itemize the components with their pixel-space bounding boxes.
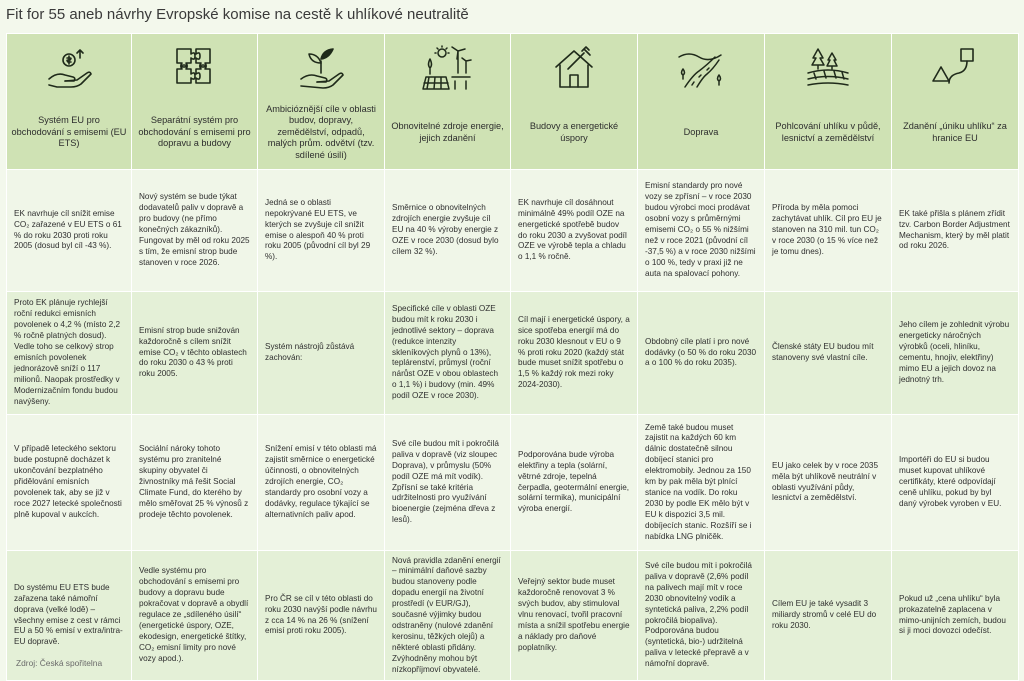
- table-cell: Jeho cílem je zohlednit výrobu energeticky náročných výrobků (oceli, hliníku, cementu, hnojiv, elektřiny) mimo EU a jejich dovoz na jednotný trh.: [892, 292, 1019, 415]
- column-header: [638, 34, 765, 170]
- table-cell: Importéři do EU si budou muset kupovat uhlíkové certifikáty, které odpovídají ceně uhlíku, pokud by byl daný výrobek vyroben v EU.: [892, 415, 1019, 551]
- table-cell: Obdobný cíle platí i pro nové dodávky (o 50 % do roku 2030 a o 100 % do roku 2035).: [638, 292, 765, 415]
- table-cell: Systém nástrojů zůstává zachován:: [258, 292, 385, 415]
- house-tools-icon: [515, 38, 633, 98]
- table-cell: Příroda by měla pomoci zachytávat uhlík. Cíl pro EU je stanoven na 310 mil. tun CO₂ v roce 2030 (o 15 % více než je tomu dnes).: [765, 170, 892, 292]
- header-row: [7, 34, 1019, 170]
- column-header: [385, 34, 511, 170]
- table-cell: Proto EK plánuje rychlejší roční redukci emisních povolenek o 4,2 % (místo 2,2 % ročně platných dosud). Vedle toho se celkový strop emisních povolenek jednorázově sníží o 117 milionů. Naopak prostředky v Modernizačním fondu budou navýšeny.: [7, 292, 132, 415]
- table-cell: Pokud už „cena uhlíku“ byla prokazatelně zaplacena v mimo-unijních zemích, budou si ji moci dovozci odečíst.: [892, 551, 1019, 681]
- table-cell: Snížení emisí v této oblasti má zajistit směrnice o energetické účinnosti, o obnovitelných zdrojích energie, CO₂ standardy pro osobní vozy a dodávky, regulace týkající se alternativních paliv apod.: [258, 415, 385, 551]
- table-cell: Emisní strop bude snižován každoročně s cílem snížit emise CO₂ v těchto oblastech do roku 2030 o 43 % proti roku 2005.: [132, 292, 258, 415]
- puzzle-icon: [136, 38, 253, 98]
- table-cell: Nový systém se bude týkat dodavatelů paliv v dopravě a pro budovy (ne přímo konečných zákazníků). Fungovat by měl od roku 2025 s tím, že emisní strop bude stanoven v roce 2026.: [132, 170, 258, 292]
- table-cell: EU jako celek by v roce 2035 měla být uhlíkově neutrální v oblasti využívání půdy, lesnictví a zemědělství.: [765, 415, 892, 551]
- table-cell: Své cíle budou mít i pokročilá paliva v dopravě (viz sloupec Doprava), v průmyslu (50% podíl OZE má mít vodík). Zpřísní se také kritéria udržitelnosti pro využívání bioenergie (zejména dřeva z lesů).: [385, 415, 511, 551]
- table-row: [7, 170, 1019, 292]
- column-header: [7, 34, 132, 170]
- table-cell: Země také budou muset zajistit na každých 60 km dálnic dostatečně silnou dobíjecí stanici pro elektromobily. Jednou za 150 km by pak měla být plnící stanice na vodík. Do roku 2030 by podle EK mělo být v EU k dispozici 3,5 mil. dobíjecích stanic. Rozšíří se i nabídka LNG plničěk.: [638, 415, 765, 551]
- table-cell: Členské státy EU budou mít stanoveny své vlastní cíle.: [765, 292, 892, 415]
- table-cell: Pro ČR se cíl v této oblasti do roku 2030 navýší podle návrhu z cca 14 % na 26 % (snížení emisí proti roku 2005).: [258, 551, 385, 681]
- table-cell: Své cíle budou mít i pokročilá paliva v dopravě (2,6% podíl na palivech mají mít v roce 2030 obnovitelný vodík a syntetická paliva, 2,2% podíl pokročilá biopaliva). Podporována budou (syntetická, bio-) udržitelná paliva v letecké přepravě a v námořní dopravě.: [638, 551, 765, 681]
- table-row: [7, 551, 1019, 681]
- table-cell: Cílem EU je také vysadit 3 miliardy stromů v celé EU do roku 2030.: [765, 551, 892, 681]
- shapes-path-icon: [896, 38, 1014, 98]
- table-cell: Do systému EU ETS bude zařazena také námořní doprava (velké lodě) – všechny emise z cest v rámci EU a 50 % emisí v extra/intra-EU dopravě.: [7, 551, 132, 681]
- table-row: [7, 292, 1019, 415]
- column-header: [132, 34, 258, 170]
- hand-money-icon: [11, 38, 127, 98]
- table-cell: Veřejný sektor bude muset každoročně renovovat 3 % svých budov, aby stimuloval vlnu renovací, tvořil pracovní místa a snížil spotřebu energie a náklady pro daňové poplatníky.: [511, 551, 638, 681]
- table-cell: Sociální nároky tohoto systému pro zranitelné skupiny obyvatel či živnostníky má řešit Social Climate Fund, do kterého by mělo směřovat 25 % výnosů z prodeje těchto povolenek.: [132, 415, 258, 551]
- source-note: Zdroj: Česká spořitelna: [16, 658, 103, 668]
- table-cell: Podporována bude výroba elektřiny a tepla (solární, větrné zdroje, tepelná čerpadla, geotermální energie, solární termika), municipální výroba energií.: [511, 415, 638, 551]
- column-header: [892, 34, 1019, 170]
- table-cell: V případě leteckého sektoru bude postupně docházet k ukončování bezplatného přidělování emisních povolenek tak, aby se již v roce 2027 letecké společnosti plně kupoval v aukcích.: [7, 415, 132, 551]
- table-cell: EK navrhuje cíl dosáhnout minimálně 49% podíl OZE na energetické spotřebě budov do roku 2030 a zvyšovat podíl OZE ve výrobě tepla a chladu o 1,1 % ročně.: [511, 170, 638, 292]
- table-cell: EK také přišla s plánem zřídit tzv. Carbon Border Adjustment Mechanism, který by měl platit od roku 2026.: [892, 170, 1019, 292]
- column-header: [258, 34, 385, 170]
- column-header: [511, 34, 638, 170]
- column-label: Pohlcování uhlíku v půdě, lesnictví a zemědělství: [775, 120, 881, 143]
- column-label: Separátní systém pro obchodování s emisemi pro dopravu a budovy: [138, 115, 251, 149]
- road-icon: [642, 38, 760, 98]
- table-cell: EK navrhuje cíl snížit emise CO₂ zařazené v EU ETS o 61 % do roku 2030 proti roku 2005 (dosud byl cíl -43 %).: [7, 170, 132, 292]
- column-label: Obnovitelné zdroje energie, jejich zdanění: [391, 120, 504, 143]
- column-header: [765, 34, 892, 170]
- table-cell: Směrnice o obnovitelných zdrojích energie zvyšuje cíl EU na 40 % výroby energie z OZE v roce 2030 (dosud bylo cílem 32 %).: [385, 170, 511, 292]
- table-cell: Jedná se o oblasti nepokrývané EU ETS, ve kterých se zvyšuje cíl snížit emise o alespoň 40 % proti roku 2005 (původní cíl byl 29 %).: [258, 170, 385, 292]
- table-cell: Emisní standardy pro nové vozy se zpřísní – v roce 2030 budou výrobci moci prodávat osobní vozy s průměrnými emisemi CO₂ o 55 % nižšími než v roce 2021 (původní cíl -37,5 %) a v roce 2030 nižšími o 100 %, tedy v praxi již ne auta na spalovací pohony.: [638, 170, 765, 292]
- table-row: [7, 415, 1019, 551]
- table-cell: Cíl mají i energetické úspory, a sice spotřeba energií má do roku 2030 klesnout v EU o 9 % proti roku 2020 (každý stát bude muset snížit spotřebu o 1,5 % každý rok mezi roky 2024-2030).: [511, 292, 638, 415]
- table-cell: Specifické cíle v oblasti OZE budou mít k roku 2030 i jednotlivé sektory – doprava (redukce intenzity skleníkových plynů o 13%), teplárenství, průmysl (roční nárůst OZE v obou oblastech o 1,1 %) i budovy (min. 49% podíl OZE v roce 2030).: [385, 292, 511, 415]
- column-label: Zdanění „úniku uhlíku“ za hranice EU: [903, 120, 1007, 143]
- renewable-energy-icon: [389, 38, 506, 98]
- plant-hand-icon: [262, 38, 380, 98]
- column-label: Ambicióznější cíle v oblasti budov, dopravy, zemědělství, odpadů, malých prům. odvětví (tzv. sdílené úsilí): [266, 103, 376, 160]
- column-label: Doprava: [683, 126, 719, 137]
- column-label: Systém EU pro obchodování s emisemi (EU ETS): [11, 115, 127, 149]
- column-label: Budovy a energetické úspory: [529, 120, 619, 143]
- fit-for-55-table: [6, 33, 1019, 681]
- forest-field-icon: [769, 38, 887, 98]
- table-cell: Vedle systému pro obchodování s emisemi pro budovy a dopravu bude pokračovat v dopravě a obydlí regulace ze „sdíleného úsilí“ (energetické úspory, OZE, ekodesign, energetické štítky, CO₂ emisní limity pro nové vozy apod.).: [132, 551, 258, 681]
- table-cell: Nová pravidla zdanění energií – minimální daňové sazby budou stanoveny podle dopadu energií na životní prostředí (v EUR/GJ), současné výjimky budou odstraněny (nulové zdanění kerosinu, těžkých olejů) a některé oblasti přidány. Zvýhodněny mohou být nízkopříjmoví obyvatelé.: [385, 551, 511, 681]
- page-title: Fit for 55 aneb návrhy Evropské komise na cestě k uhlíkové neutralitě: [6, 6, 469, 23]
